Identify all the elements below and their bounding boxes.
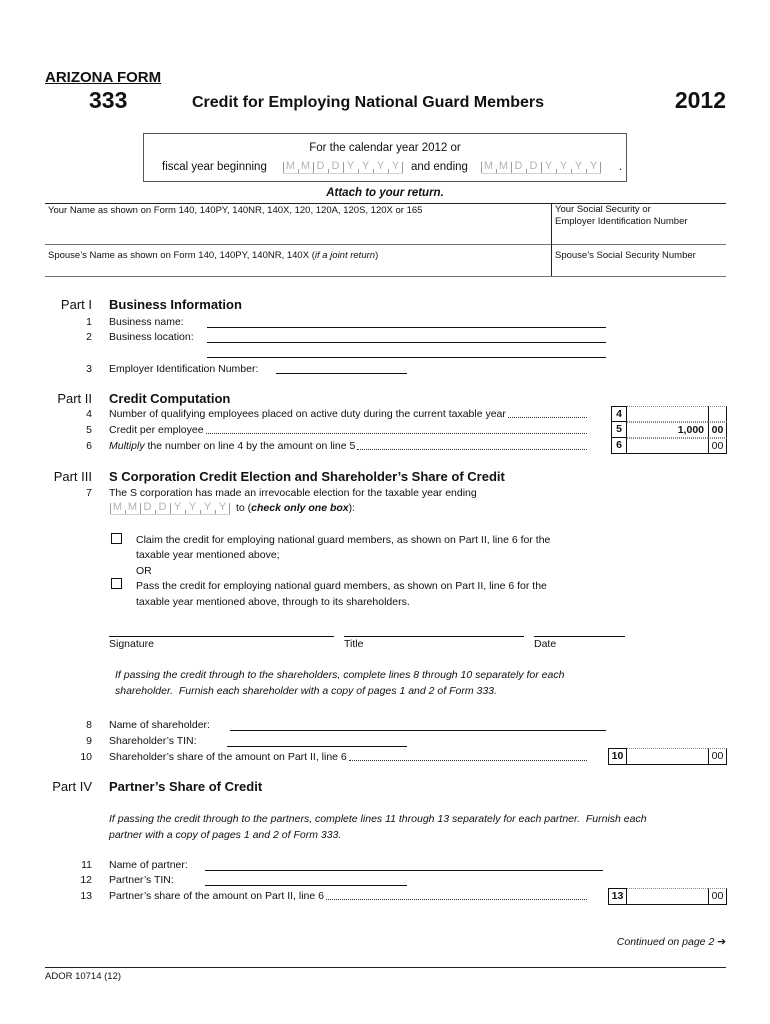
line6-label-emphasis: Multiply bbox=[109, 440, 145, 452]
signature-label: Signature bbox=[109, 638, 154, 650]
line13-amount-box bbox=[608, 888, 727, 905]
check-one-suffix: ): bbox=[348, 502, 356, 514]
date-field[interactable] bbox=[534, 623, 625, 637]
partner-tin-field[interactable] bbox=[205, 872, 407, 886]
date-char-year: Y bbox=[358, 159, 373, 173]
line-number: 4 bbox=[86, 408, 92, 420]
line6-row bbox=[109, 439, 587, 453]
line13-cents-field[interactable]: 00 bbox=[708, 888, 727, 905]
part1-label: Part I bbox=[60, 297, 92, 312]
date-char-month: M bbox=[496, 159, 511, 173]
tax-year: 2012 bbox=[674, 87, 726, 113]
line-number: 2 bbox=[86, 331, 92, 343]
date-char-day: D bbox=[155, 500, 170, 514]
taxpayer-name-label: Your Name as shown on Form 140, 140PY, 140NR, 140X, 120, 120A, 120S, 120X or 165 bbox=[48, 205, 423, 216]
date-char-year: Y bbox=[373, 159, 388, 173]
line13-amount-field[interactable] bbox=[627, 888, 708, 905]
shareholder-tin-field[interactable] bbox=[227, 733, 407, 747]
and-ending-label: and ending bbox=[411, 161, 468, 173]
date-char-year: Y bbox=[170, 500, 185, 514]
pass-credit-text-line2: taxable year mentioned above, through to its shareholders. bbox=[136, 596, 410, 608]
date-char-year: Y bbox=[200, 500, 215, 514]
line6-amount-field[interactable] bbox=[627, 438, 708, 454]
spouse-name-label-text: Spouse’s Name as shown on Form 140, 140PY, 140NR, 140X ( bbox=[48, 250, 315, 261]
spouse-ssn-field[interactable] bbox=[552, 245, 726, 276]
line6-label bbox=[109, 439, 355, 453]
business-location-label: Business location: bbox=[109, 331, 194, 343]
line-number: 13 bbox=[80, 890, 92, 902]
attach-note: Attach to your return. bbox=[326, 187, 444, 199]
line4-row bbox=[109, 407, 587, 421]
title-label: Title bbox=[344, 638, 364, 650]
business-name-field[interactable] bbox=[207, 314, 606, 328]
date-char-month: M bbox=[481, 159, 496, 173]
part3-label: Part III bbox=[53, 469, 92, 484]
line6-box-number: 6 bbox=[611, 438, 627, 454]
line4-label: Number of qualifying employees placed on active duty during the current taxable year bbox=[109, 408, 506, 420]
date-char-month: M bbox=[125, 500, 140, 514]
spouse-name-label bbox=[48, 250, 378, 262]
line10-row bbox=[109, 750, 587, 764]
date-char-year: Y bbox=[586, 159, 601, 173]
date-char-year: Y bbox=[343, 159, 358, 173]
form-label: ARIZONA FORM bbox=[45, 69, 162, 86]
date-char-day: D bbox=[328, 159, 343, 173]
line10-label: Shareholder’s share of the amount on Part II, line 6 bbox=[109, 751, 347, 763]
partner-instructions-line1: If passing the credit through to the partners, complete lines 11 through 13 separately for each partner. Furnish each bbox=[109, 813, 647, 825]
s-corp-election-date-field[interactable] bbox=[110, 500, 230, 515]
line-number: 12 bbox=[80, 874, 92, 886]
line-number: 8 bbox=[86, 719, 92, 731]
date-char-day: D bbox=[140, 500, 155, 514]
date-char-year: Y bbox=[556, 159, 571, 173]
spouse-name-field[interactable] bbox=[45, 245, 551, 276]
line13-box-number: 13 bbox=[608, 888, 627, 905]
line13-row bbox=[109, 889, 587, 903]
line5-label: Credit per employee bbox=[109, 424, 204, 436]
shareholder-tin-label: Shareholder’s TIN: bbox=[109, 735, 197, 747]
date-char-year: Y bbox=[215, 500, 230, 514]
pass-credit-checkbox[interactable] bbox=[111, 578, 122, 589]
partner-name-field[interactable] bbox=[205, 857, 603, 871]
line-number: 1 bbox=[86, 316, 92, 328]
or-separator: OR bbox=[136, 565, 152, 577]
line5-amount-box bbox=[611, 422, 727, 438]
line13-label: Partner’s share of the amount on Part II, line 6 bbox=[109, 890, 324, 902]
shareholder-name-field[interactable] bbox=[230, 717, 606, 731]
period-end-mark: . bbox=[619, 161, 623, 173]
line-number: 11 bbox=[81, 859, 92, 871]
line4-amount-field[interactable] bbox=[627, 406, 708, 422]
leader-dots bbox=[206, 433, 587, 434]
spouse-ssn-label: Spouse’s Social Security Number bbox=[555, 250, 696, 261]
check-one-note: check only one box bbox=[251, 502, 349, 514]
date-char-month: M bbox=[298, 159, 313, 173]
ein-label: Employer Identification Number: bbox=[109, 363, 259, 375]
line4-cents-field[interactable] bbox=[708, 406, 727, 422]
claim-credit-text-line1: Claim the credit for employing national guard members, as shown on Part II, line 6 for the bbox=[136, 534, 551, 546]
line-number: 3 bbox=[86, 363, 92, 375]
taxpayer-id-label-line1: Your Social Security or bbox=[555, 204, 651, 215]
business-name-label: Business name: bbox=[109, 316, 184, 328]
form-code: ADOR 10714 (12) bbox=[45, 971, 122, 982]
date-char-month: M bbox=[283, 159, 298, 173]
title-field[interactable] bbox=[344, 623, 524, 637]
line10-amount-field[interactable] bbox=[627, 748, 708, 765]
line10-box-number: 10 bbox=[608, 748, 627, 765]
taxpayer-id-label-line2: Employer Identification Number bbox=[555, 216, 688, 227]
line5-row bbox=[109, 423, 587, 437]
date-char-month: M bbox=[110, 500, 125, 514]
leader-dots bbox=[357, 449, 587, 450]
claim-credit-text-line2: taxable year mentioned above; bbox=[136, 549, 280, 561]
line6-amount-box bbox=[611, 438, 727, 454]
business-location-field-line2[interactable] bbox=[207, 344, 606, 358]
line10-amount-box bbox=[608, 748, 727, 765]
ein-field[interactable] bbox=[276, 360, 407, 374]
date-char-year: Y bbox=[541, 159, 556, 173]
date-char-day: D bbox=[526, 159, 541, 173]
line6-label-text: the number on line 4 by the amount on line 5 bbox=[147, 440, 356, 452]
pass-credit-text-line1: Pass the credit for employing national guard members, as shown on Part II, line 6 for the bbox=[136, 580, 547, 592]
shareholder-instructions-line2: shareholder. Furnish each shareholder with a copy of pages 1 and 2 of Form 333. bbox=[115, 685, 497, 697]
calendar-year-text: For the calendar year 2012 or bbox=[309, 142, 461, 154]
line-number: 5 bbox=[86, 424, 92, 436]
part4-title: Partner’s Share of Credit bbox=[109, 779, 263, 794]
footer-divider bbox=[45, 967, 726, 968]
leader-dots bbox=[349, 760, 587, 761]
line4-box-number: 4 bbox=[611, 406, 627, 422]
part2-title: Credit Computation bbox=[109, 391, 231, 406]
date-char-year: Y bbox=[388, 159, 403, 173]
line7-label: The S corporation has made an irrevocable election for the taxable year ending bbox=[109, 487, 477, 499]
partner-instructions-line2: partner with a copy of pages 1 and 2 of Form 333. bbox=[109, 829, 342, 841]
fiscal-year-beginning-label: fiscal year beginning bbox=[162, 161, 267, 173]
signature-field[interactable] bbox=[109, 623, 334, 637]
claim-credit-checkbox[interactable] bbox=[111, 533, 122, 544]
part2-label: Part II bbox=[57, 391, 92, 406]
date-char-day: D bbox=[313, 159, 328, 173]
date-char-day: D bbox=[511, 159, 526, 173]
line-number: 6 bbox=[86, 440, 92, 452]
line5-box-number: 5 bbox=[611, 422, 627, 438]
spouse-name-label-close: ) bbox=[375, 250, 379, 261]
line-number: 10 bbox=[80, 751, 92, 763]
name-table-bottom-line bbox=[45, 276, 726, 277]
leader-dots bbox=[508, 417, 587, 418]
date-char-year: Y bbox=[571, 159, 586, 173]
taxpayer-id-field[interactable] bbox=[552, 204, 726, 244]
spouse-name-label-note: if a joint return bbox=[314, 250, 376, 261]
line-number: 9 bbox=[86, 735, 92, 747]
leader-dots bbox=[326, 899, 587, 900]
line4-amount-box bbox=[611, 406, 727, 422]
line5-cents-field[interactable]: 00 bbox=[708, 422, 727, 438]
part1-title: Business Information bbox=[109, 297, 242, 312]
date-label: Date bbox=[534, 638, 557, 650]
business-location-field[interactable] bbox=[207, 329, 606, 343]
shareholder-name-label: Name of shareholder: bbox=[109, 719, 210, 731]
check-one-prefix: to ( bbox=[236, 502, 252, 514]
line5-amount-field[interactable]: 1,000 bbox=[627, 422, 708, 438]
continued-note: Continued on page 2 ➔ bbox=[616, 936, 726, 948]
part3-title: S Corporation Credit Election and Shareholder’s Share of Credit bbox=[109, 469, 505, 484]
line10-cents-field[interactable]: 00 bbox=[708, 748, 727, 765]
line-number: 7 bbox=[86, 487, 92, 499]
partner-name-label: Name of partner: bbox=[109, 859, 188, 871]
part4-label: Part IV bbox=[52, 779, 92, 794]
partner-tin-label: Partner’s TIN: bbox=[109, 874, 174, 886]
line6-cents-field[interactable]: 00 bbox=[708, 438, 727, 454]
form-number: 333 bbox=[89, 87, 128, 113]
fiscal-year-begin-date-field[interactable] bbox=[283, 159, 403, 174]
shareholder-instructions-line1: If passing the credit through to the shareholders, complete lines 8 through 10 separately for each bbox=[115, 669, 565, 681]
fiscal-year-end-date-field[interactable] bbox=[481, 159, 601, 174]
form-title: Credit for Employing National Guard Members bbox=[192, 94, 545, 111]
taxpayer-name-field[interactable] bbox=[45, 204, 551, 244]
date-char-year: Y bbox=[185, 500, 200, 514]
check-one-instruction bbox=[236, 501, 355, 515]
